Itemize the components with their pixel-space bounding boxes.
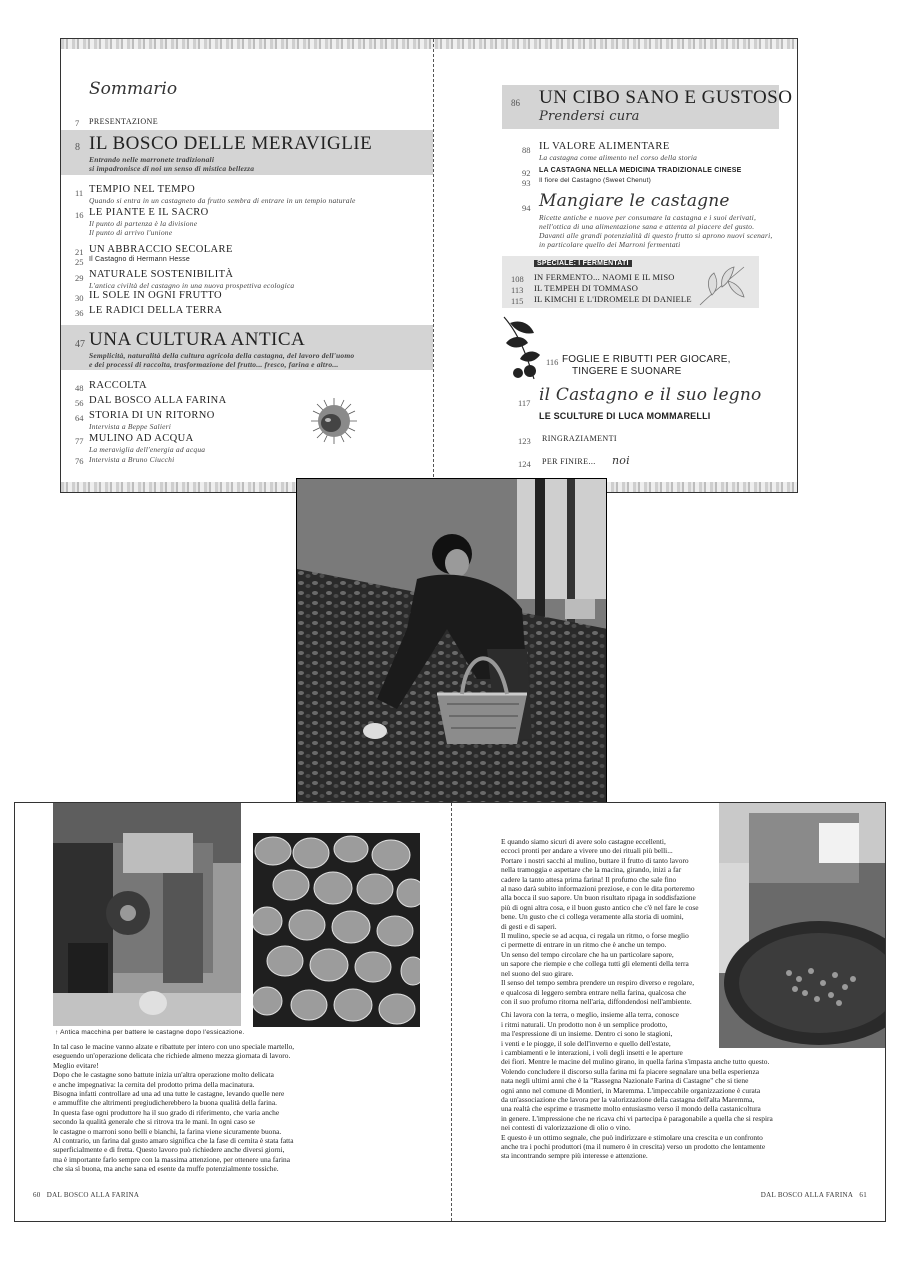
toc-entry: LA CASTAGNA NELLA MEDICINA TRADIZIONALE CINESE <box>539 167 742 174</box>
toc-entry-subtitle: La castagna come alimento nel corso della storia <box>539 153 698 162</box>
toc-entry: FOGLIE E RIBUTTI PER GIOCARE, <box>562 354 731 365</box>
page-number: 30 <box>75 293 84 303</box>
toc-entry: STORIA DI UN RITORNO <box>89 410 215 421</box>
text-line: con il suo profumo ritorna nell'aria, diffondendosi nell'ambiente. <box>501 996 692 1006</box>
olive-branch-illustration <box>500 313 546 383</box>
page-number: 7 <box>75 118 80 128</box>
toc-entry: RINGRAZIAMENTI <box>542 434 617 443</box>
text-line: alla bocca il suo sapore. Un buon risultato ripaga in soddisfazione <box>501 893 696 903</box>
toc-entry-subtitle: Il punto di arrivo l'unione <box>89 228 173 237</box>
left-body-text <box>53 1042 445 1174</box>
text-line: in genere. L'impressione che ne ricava chi vi partecipa è paragonabile a quella che si respira <box>501 1113 773 1123</box>
page-number: 56 <box>75 398 84 408</box>
chestnut-gatherer-photo <box>296 478 607 814</box>
toc-right-page <box>434 49 798 482</box>
page-number: 77 <box>75 436 84 446</box>
text-line: superficialmente e di fretta. Questo lavoro può richiedere anche diversi giorni, <box>53 1145 285 1155</box>
text-line: bene. Un gusto che ci collega veramente alla storia di uomini, <box>501 912 684 922</box>
section-title: UNA CULTURA ANTICA <box>89 329 306 350</box>
toc-entry: IL SOLE IN OGNI FRUTTO <box>89 290 223 301</box>
running-title: DAL BOSCO ALLA FARINA <box>760 1191 854 1199</box>
toc-entry-subtitle: nell'ottica di una alimentazione sana e attenta al piacere del gusto. <box>539 222 755 231</box>
running-title: DAL BOSCO ALLA FARINA <box>46 1191 140 1199</box>
page-number: 25 <box>75 257 84 267</box>
toc-entry: UN ABBRACCIO SECOLARE <box>89 244 233 255</box>
toc-entry-subtitle: La meraviglia dell'energia ad acqua <box>89 445 206 454</box>
photo-illustration <box>297 479 607 814</box>
text-line: che sia sì buona, ma anche sana ed esente da muffe potenzialmente tossiche. <box>53 1164 279 1174</box>
page-fold <box>451 803 452 1221</box>
text-line: di gesti e di saperi. <box>501 921 557 931</box>
chestnut-burr-illustration <box>307 394 361 448</box>
toc-entry: IL KIMCHI E L'IDROMELE DI DANIELE <box>534 294 692 304</box>
section-subtitle: Prendersi cura <box>539 109 640 124</box>
footer-left <box>33 1191 139 1199</box>
section-subtitle: si impadronisce di noi un senso di mistica bellezza <box>89 164 255 173</box>
page-number: 113 <box>511 285 524 295</box>
text-line: In questa fase ogni produttore ha il suo grado di riferimento, che varia anche <box>53 1107 280 1117</box>
text-line: eccoci pronti per andare a vivere uno dei rituali più belli... <box>501 846 673 856</box>
section-subtitle: e dei processi di raccolta, trasformazione del frutto... fresco, farina e altro... <box>89 360 339 369</box>
text-line: un sapore che riempie e che collega tutti gli elementi della terra <box>501 959 689 969</box>
leaf-branch-illustration <box>694 261 750 309</box>
text-line: ci permette di entrare in un ritmo che è anche un tempo. <box>501 940 667 950</box>
page-number: 115 <box>511 296 524 306</box>
toc-entry: noi <box>612 454 630 467</box>
text-line: sta incontrando sempre più interesse e attenzione. <box>501 1151 648 1161</box>
text-line: una realtà che esprime e trasmette molto entusiasmo verso il mondo della castanicoltura <box>501 1104 761 1114</box>
page-number: 48 <box>75 383 84 393</box>
text-line: Portare i nostri sacchi al mulino, buttare il frutto di tanto lavoro <box>501 855 689 865</box>
text-line: ma è importante farlo sempre con la massima attenzione, per ottenere una farina <box>53 1154 291 1164</box>
text-line: Volendo concludere il discorso sulla farina mi fa piacere segnalare una bella esperienza <box>501 1066 760 1076</box>
toc-left-page <box>61 49 433 482</box>
toc-entry: NATURALE SOSTENIBILITÀ <box>89 269 234 280</box>
toc-entry: Mangiare le castagne <box>539 191 730 211</box>
threshing-machine-photo <box>53 803 241 1026</box>
page-number: 108 <box>511 274 524 284</box>
text-line: Un senso del tempo circolare che ha un particolare sapore, <box>501 949 674 959</box>
toc-entry-subtitle: Davanti alle grandi potenzialità di questo frutto si aprono nuovi scenari, <box>539 231 773 240</box>
page-number: 92 <box>522 168 531 178</box>
text-line: e ammuffite che altrimenti pregiudicherebbero la buona qualità della farina. <box>53 1098 277 1108</box>
toc-entry-subtitle: LE SCULTURE DI LUCA MOMMARELLI <box>539 411 711 421</box>
special-label: SPECIALE: I FERMENTATI <box>534 260 632 267</box>
page-number: 117 <box>518 398 531 408</box>
text-line: nei contesti di valorizzazione di olio o vino. <box>501 1123 631 1133</box>
section-title: UN CIBO SANO E GUSTOSO <box>539 87 793 108</box>
text-line: al naso darà subito informazioni preziose, e con le dita porteremo <box>501 884 695 894</box>
toc-entry-subtitle: Ricette antiche e nuove per consumare la castagna e i suoi derivati, <box>539 213 757 222</box>
page-number: 60 <box>33 1191 41 1199</box>
page-number: 64 <box>75 413 84 423</box>
section-subtitle: Semplicità, naturalità della cultura agricola della castagna, del lavoro dell'uomo <box>89 351 355 360</box>
toc-entry: RACCOLTA <box>89 380 147 391</box>
text-line: Al contrario, un farina dal gusto amaro significa che la fase di cernita è stata fatta <box>53 1136 294 1146</box>
footer-right <box>761 1191 867 1199</box>
toc-entry: PRESENTAZIONE <box>89 117 159 126</box>
photo-caption: ↑ Antica macchina per battere le castagne dopo l'essicazione. <box>55 1029 245 1036</box>
text-line: i venti e le piogge, il sole dell'inverno e quello dell'estate, <box>501 1038 671 1048</box>
text-line: più di ogni altra cosa, e il buon gusto antico che c'è nel fare le cose <box>501 902 699 912</box>
text-line: E questo è un ottimo segnale, che può indirizzare e stimolare una crescita e un confronto <box>501 1132 763 1142</box>
toc-entry: Il fiore del Castagno (Sweet Chenut) <box>539 177 651 184</box>
text-line: nata negli ultimi anni che è la "Rassegna Nazionale Farina di Castagne" che si tiene <box>501 1076 749 1086</box>
toc-title: Sommario <box>89 79 178 99</box>
toc-entry-subtitle: in particolare quello dei Marroni fermentati <box>539 240 681 249</box>
text-line: secondo la qualità generale che si ritrova tra le mani. In ogni caso se <box>53 1117 255 1127</box>
toc-entry-subtitle: Intervista a Bruno Ciucchi <box>89 455 175 464</box>
text-line: Chi lavora con la terra, o meglio, insieme alla terra, conosce <box>501 1010 679 1020</box>
right-body-text <box>501 837 881 1161</box>
page-number: 94 <box>522 203 531 213</box>
text-line: Il mulino, specie se ad acqua, ci regala un ritmo, o forse meglio <box>501 931 689 941</box>
toc-entry: Il Castagno di Hermann Hesse <box>89 256 190 263</box>
text-line: e anche impegnativa: la cernita del prodotto prima della macinatura. <box>53 1079 255 1089</box>
section-subtitle: Entrando nelle marronete tradizionali <box>89 155 215 164</box>
article-spread <box>14 802 886 1222</box>
toc-spread <box>60 38 798 493</box>
toc-entry: PER FINIRE... <box>542 457 596 466</box>
page-number: 29 <box>75 273 84 283</box>
toc-entry: IL VALORE ALIMENTARE <box>539 141 670 152</box>
page-number: 36 <box>75 308 84 318</box>
text-line: Meglio evitare! <box>53 1060 99 1070</box>
page-number: 86 <box>511 98 520 108</box>
text-line: da un'associazione che lavora per la valorizzazione della castagna dell'alta Maremma, <box>501 1094 755 1104</box>
text-line: le castagne o marroni sono belli e bianchi, la farina viene sicuramente buona. <box>53 1126 282 1136</box>
text-line: Il senso del tempo sembra prendere un respiro diverso e regolare, <box>501 978 695 988</box>
page-number: 61 <box>859 1191 867 1199</box>
toc-entry: IN FERMENTO... NAOMI E IL MISO <box>534 272 675 282</box>
text-line: Bisogna infatti controllare ad una ad una tutte le castagne, levando quelle nere <box>53 1089 285 1099</box>
toc-entry: MULINO AD ACQUA <box>89 433 194 444</box>
text-line: nella tramoggia e aspettare che la macina, girando, inizi a far <box>501 865 682 875</box>
text-line: i ritmi naturali. Un prodotto non è un semplice prodotto, <box>501 1019 668 1029</box>
torn-edge-top <box>61 39 797 49</box>
toc-entry-subtitle: Intervista a Beppe Salieri <box>89 422 172 431</box>
text-line: ma l'espressione di un insieme. Dentro ci sono le stagioni, <box>501 1029 673 1039</box>
section-title: IL BOSCO DELLE MERAVIGLIE <box>89 133 373 154</box>
toc-entry-subtitle: L'antica civiltà del castagno in una nuova prospettiva ecologica <box>89 281 295 290</box>
text-line: In tal caso le macine vanno alzate e ribattute per intero con uno speciale martello, <box>53 1042 295 1051</box>
toc-entry: il Castagno e il suo legno <box>539 385 762 405</box>
text-line: anche tra i pochi produttori (ma il numero è in crescita) verso un prodotto che lentamente <box>501 1142 766 1151</box>
text-line: i cambiamenti e le interazioni, i voli degli insetti e le aperture <box>501 1047 683 1057</box>
page-number: 88 <box>522 145 531 155</box>
page-number: 124 <box>518 459 531 469</box>
toc-entry-subtitle: Quando si entra in un castagneto da frutto sembra di entrare in un tempio naturale <box>89 196 356 205</box>
page-number: 11 <box>75 188 84 198</box>
toc-entry: IL TEMPEH DI TOMMASO <box>534 283 639 293</box>
page-number: 47 <box>75 339 85 350</box>
page-number: 123 <box>518 436 531 446</box>
text-line: dei fiori. Mentre le macine del mulino girano, in quella farina s'impasta anche tutto questo. <box>501 1057 770 1067</box>
page-number: 76 <box>75 456 84 466</box>
text-line: ogni anno nel comune di Montieri, in Maremma. L'impeccabile organizzazione è curata <box>501 1085 761 1095</box>
toc-entry-subtitle: Il punto di partenza è la divisione <box>89 219 198 228</box>
text-line: e qualcosa di leggero sembra entrare nella farina, qualcosa che <box>501 987 687 997</box>
page-number: 116 <box>546 357 559 367</box>
toc-entry: TINGERE E SUONARE <box>572 366 682 377</box>
toc-entry: LE PIANTE E IL SACRO <box>89 207 209 218</box>
text-line: nel suono del suo girare. <box>501 968 574 978</box>
text-line: Dopo che le castagne sono battute inizia un'altra operazione molto delicata <box>53 1070 274 1080</box>
dried-chestnuts-photo <box>253 833 420 1027</box>
text-line: E quando siamo sicuri di avere solo castagne eccellenti, <box>501 837 666 846</box>
page-number: 93 <box>522 178 531 188</box>
toc-entry: DAL BOSCO ALLA FARINA <box>89 395 227 406</box>
toc-entry: LE RADICI DELLA TERRA <box>89 305 223 316</box>
page-number: 16 <box>75 210 84 220</box>
page-number: 8 <box>75 142 80 153</box>
text-line: cadere la tanto attesa prima farina! Il profumo che sale fino <box>501 874 677 884</box>
text-line: eseguendo un'operazione delicata che richiede almeno mezza giornata di lavoro. <box>53 1051 291 1061</box>
toc-entry: TEMPIO NEL TEMPO <box>89 184 196 195</box>
page-number: 21 <box>75 247 84 257</box>
